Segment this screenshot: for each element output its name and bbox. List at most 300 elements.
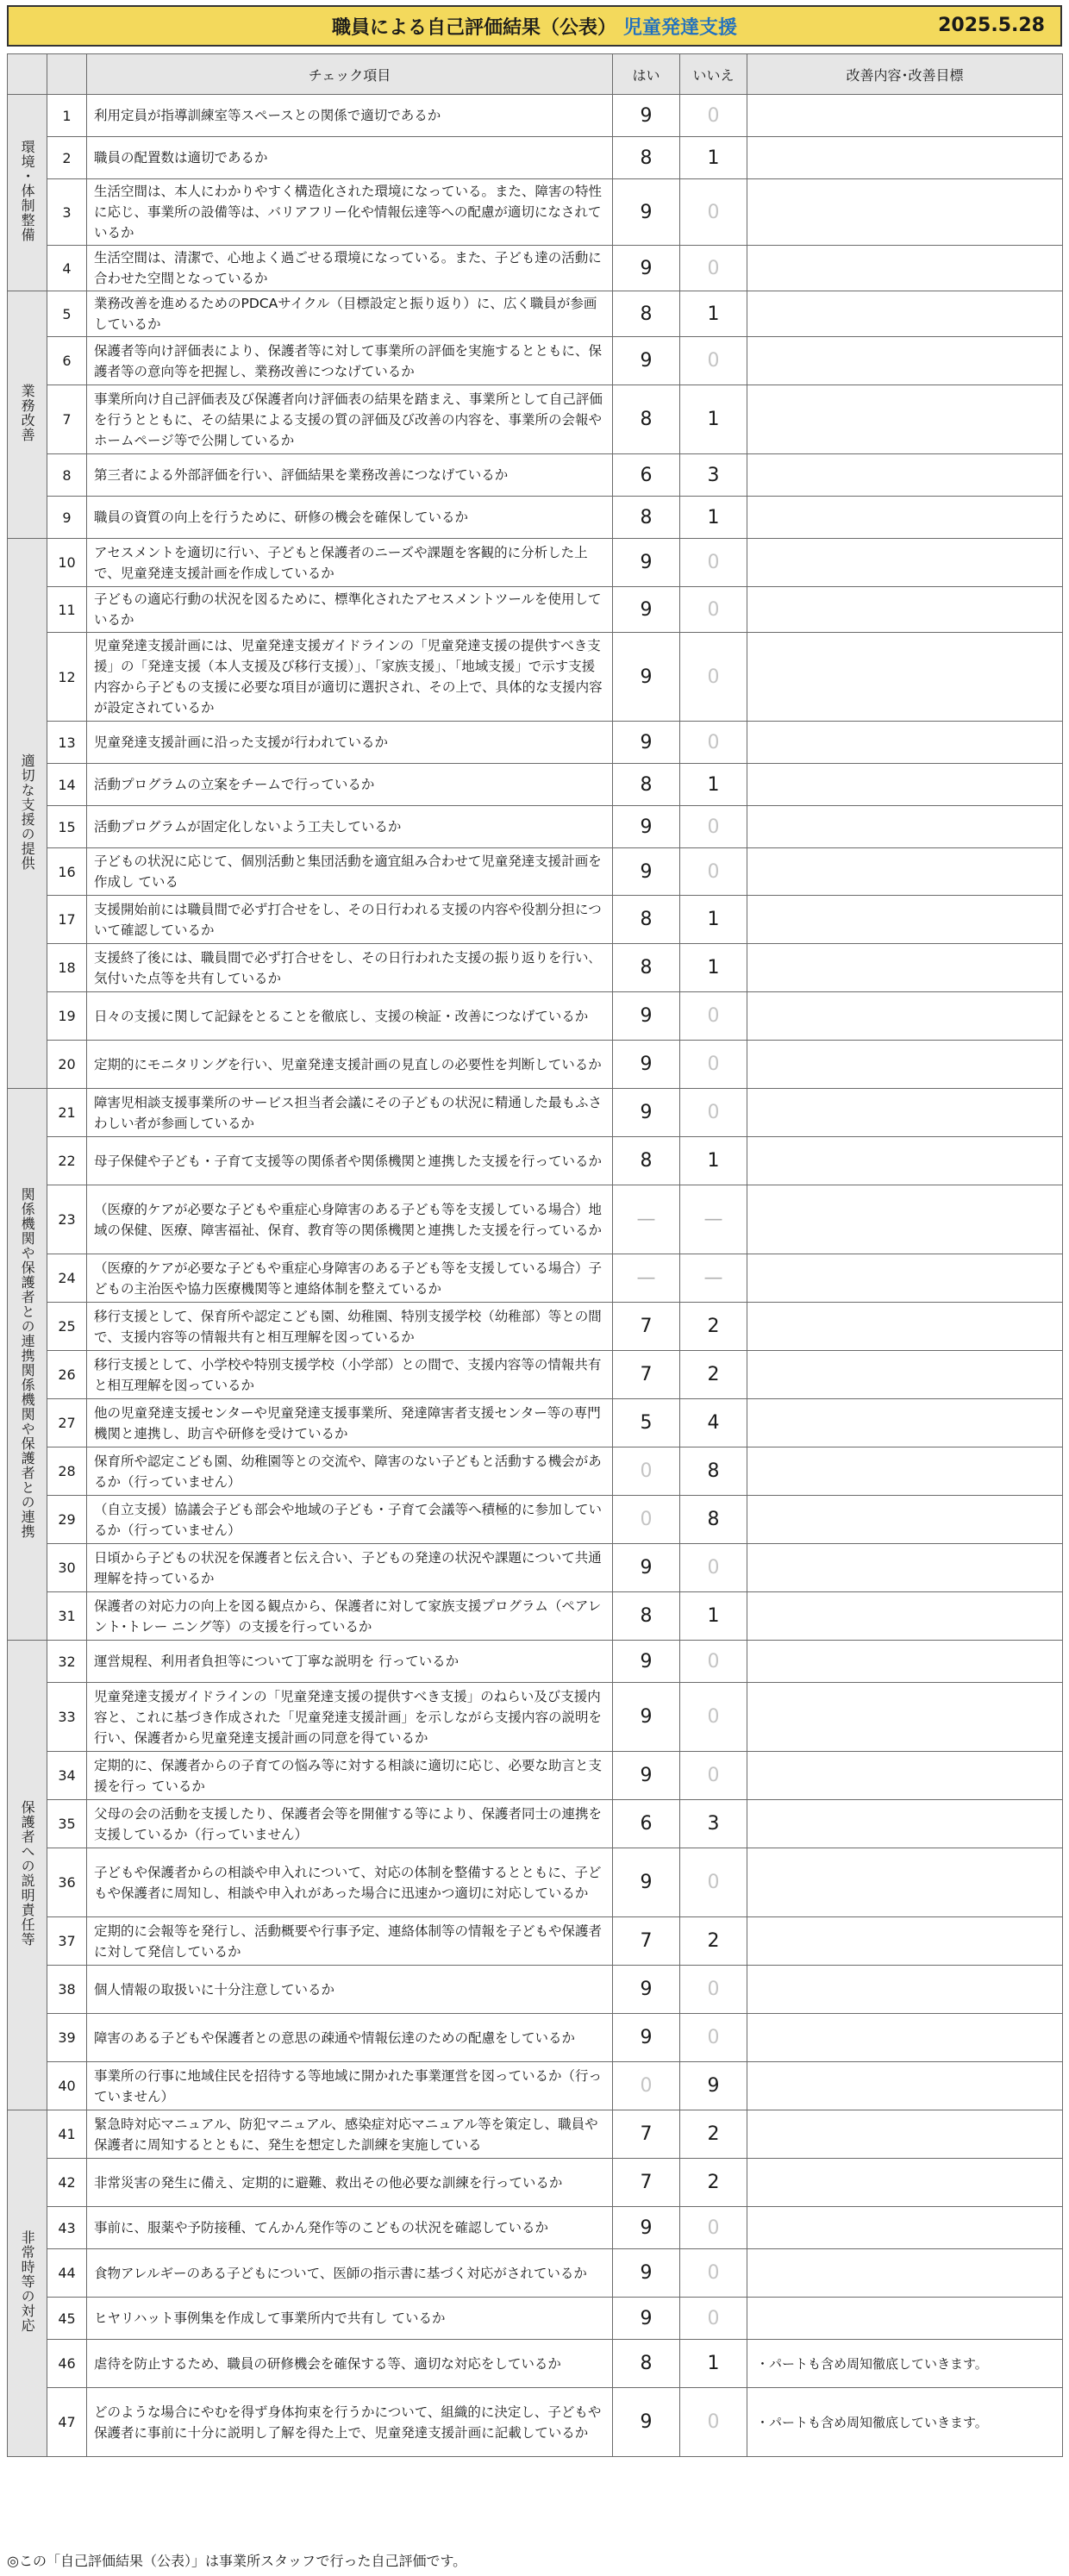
no-count: 0 <box>680 1966 747 2014</box>
yes-count: 9 <box>613 337 680 385</box>
item-number: 45 <box>47 2298 87 2340</box>
item-number: 16 <box>47 848 87 896</box>
check-item-text: 移行支援として、小学校や特別支援学校（小学部）との間で、支援内容等の情報共有と相互理解を図っているか <box>87 1351 613 1399</box>
check-item-text: 日々の支援に関して記録をとることを徹底し、支援の検証・改善につなげているか <box>87 992 613 1041</box>
check-item-text: 保育所や認定こども園、幼稚園等との交流や、障害のない子どもと活動する機会があるか（行っていません） <box>87 1447 613 1496</box>
yes-count: 5 <box>613 1399 680 1447</box>
remark-cell <box>747 2249 1063 2298</box>
yes-count: 9 <box>613 848 680 896</box>
item-number: 26 <box>47 1351 87 1399</box>
table-row <box>8 1137 1063 1185</box>
no-count: 1 <box>680 2340 747 2388</box>
no-count: 0 <box>680 1544 747 1592</box>
item-number: 29 <box>47 1496 87 1544</box>
no-count: 1 <box>680 291 747 337</box>
remark-cell <box>747 1351 1063 1399</box>
no-count: 0 <box>680 95 747 137</box>
yes-count: 7 <box>613 1351 680 1399</box>
item-number: 41 <box>47 2110 87 2159</box>
table-row <box>8 1800 1063 1848</box>
table-row <box>8 1185 1063 1254</box>
yes-count: 9 <box>613 2298 680 2340</box>
yes-count: 8 <box>613 2340 680 2388</box>
table-row <box>8 1917 1063 1966</box>
category-label: 業務改善 <box>19 384 36 442</box>
yes-count: 9 <box>613 722 680 764</box>
remark-cell <box>747 764 1063 806</box>
publish-date: 2025.5.28 <box>938 15 1045 36</box>
category-label: 関係機関や保護者との連携関係機関や保護者との連携 <box>19 1186 36 1539</box>
remark-cell <box>747 1447 1063 1496</box>
remark-cell <box>747 95 1063 137</box>
table-row <box>8 1496 1063 1544</box>
yes-count: 0 <box>613 2062 680 2110</box>
check-item-text: （自立支援）協議会子ども部会や地域の子ども・子育て会議等へ積極的に参加しているか（行っていません） <box>87 1496 613 1544</box>
table-row <box>8 1848 1063 1917</box>
remark-cell <box>747 848 1063 896</box>
table-row <box>8 2298 1063 2340</box>
check-item-text: 職員の資質の向上を行うために、研修の機会を確保しているか <box>87 497 613 539</box>
item-number: 9 <box>47 497 87 539</box>
no-count: 2 <box>680 2159 747 2207</box>
remark-cell <box>747 337 1063 385</box>
header-number <box>47 54 87 95</box>
item-number: 18 <box>47 944 87 992</box>
table-row <box>8 137 1063 179</box>
check-item-text: 事業所の行事に地域住民を招待する等地域に開かれた事業運営を図っているか（行っていません） <box>87 2062 613 2110</box>
check-item-text: 第三者による外部評価を行い、評価結果を業務改善につなげているか <box>87 454 613 497</box>
item-number: 38 <box>47 1966 87 2014</box>
no-count: 0 <box>680 1641 747 1683</box>
no-count: 1 <box>680 497 747 539</box>
yes-count: 9 <box>613 2388 680 2457</box>
yes-count: 9 <box>613 633 680 722</box>
remark-cell <box>747 806 1063 848</box>
remark-cell <box>747 1800 1063 1848</box>
check-item-text: 職員の配置数は適切であるか <box>87 137 613 179</box>
yes-count: 9 <box>613 1683 680 1752</box>
category-cell <box>8 95 47 291</box>
table-row <box>8 1544 1063 1592</box>
check-item-text: 緊急時対応マニュアル、防犯マニュアル、感染症対応マニュアル等を策定し、職員や保護者に周知するとともに、発生を想定した訓練を実施している <box>87 2110 613 2159</box>
yes-count: 8 <box>613 944 680 992</box>
table-body <box>8 95 1063 2457</box>
table-row <box>8 2207 1063 2249</box>
remark-cell <box>747 722 1063 764</box>
item-number: 42 <box>47 2159 87 2207</box>
page-title: 職員による自己評価結果（公表） <box>331 16 616 39</box>
check-item-text: 生活空間は、本人にわかりやすく構造化された環境になっている。また、障害の特性に応じ、事業所の設備等は、バリアフリー化や情報伝達等への配慮が適切になされているか <box>87 179 613 246</box>
remark-cell <box>747 137 1063 179</box>
table-row <box>8 633 1063 722</box>
item-number: 43 <box>47 2207 87 2249</box>
table-row <box>8 1351 1063 1399</box>
no-count: 0 <box>680 2207 747 2249</box>
check-item-text: 障害児相談支援事業所のサービス担当者会議にその子どもの状況に精通した最もふさわしい者が参画しているか <box>87 1089 613 1137</box>
no-count: 0 <box>680 848 747 896</box>
yes-count: 9 <box>613 539 680 587</box>
table-row <box>8 1254 1063 1303</box>
header-no: いいえ <box>680 54 747 95</box>
remark-cell <box>747 2014 1063 2062</box>
table-row <box>8 1592 1063 1641</box>
table-row <box>8 896 1063 944</box>
footnote: ◎この「自己評価結果（公表）」は事業所スタッフで行った自己評価です。 <box>7 2553 467 2569</box>
table-row <box>8 1399 1063 1447</box>
no-count: 1 <box>680 764 747 806</box>
table-row <box>8 848 1063 896</box>
item-number: 37 <box>47 1917 87 1966</box>
yes-count: 6 <box>613 1800 680 1848</box>
yes-count: 8 <box>613 385 680 454</box>
check-item-text: 保護者等向け評価表により、保護者等に対して事業所の評価を実施するとともに、保護者等の意向等を把握し、業務改善につなげているか <box>87 337 613 385</box>
remark-cell <box>747 539 1063 587</box>
no-count: 3 <box>680 454 747 497</box>
remark-cell <box>747 2207 1063 2249</box>
remark-cell <box>747 2298 1063 2340</box>
table-row <box>8 764 1063 806</box>
no-count: 2 <box>680 1303 747 1351</box>
item-number: 20 <box>47 1041 87 1089</box>
no-count: 0 <box>680 2298 747 2340</box>
table-row <box>8 337 1063 385</box>
remark-cell <box>747 179 1063 246</box>
item-number: 21 <box>47 1089 87 1137</box>
yes-count: — <box>613 1254 680 1303</box>
remark-cell <box>747 1185 1063 1254</box>
table-row <box>8 385 1063 454</box>
remark-cell <box>747 992 1063 1041</box>
remark-cell <box>747 1303 1063 1351</box>
remark-cell <box>747 454 1063 497</box>
check-item-text: 活動プログラムが固定化しないよう工夫しているか <box>87 806 613 848</box>
yes-count: 7 <box>613 2110 680 2159</box>
table-row <box>8 497 1063 539</box>
remark-cell <box>747 2062 1063 2110</box>
item-number: 3 <box>47 179 87 246</box>
check-item-text: どのような場合にやむを得ず身体拘束を行うかについて、組織的に決定し、子どもや保護者に事前に十分に説明し了解を得た上で、児童発達支援計画に記載しているか <box>87 2388 613 2457</box>
check-item-text: 日頃から子どもの状況を保護者と伝え合い、子どもの発達の状況や課題について共通理解を持っているか <box>87 1544 613 1592</box>
no-count: 0 <box>680 1683 747 1752</box>
check-item-text: 支援終了後には、職員間で必ず打合せをし、その日行われた支援の振り返りを行い､気付いた点等を共有しているか <box>87 944 613 992</box>
item-number: 36 <box>47 1848 87 1917</box>
yes-count: 9 <box>613 2249 680 2298</box>
yes-count: 9 <box>613 992 680 1041</box>
yes-count: 9 <box>613 806 680 848</box>
yes-count: 9 <box>613 1544 680 1592</box>
item-number: 5 <box>47 291 87 337</box>
yes-count: 9 <box>613 2014 680 2062</box>
no-count: — <box>680 1185 747 1254</box>
no-count: 3 <box>680 1800 747 1848</box>
item-number: 33 <box>47 1683 87 1752</box>
table-row <box>8 722 1063 764</box>
check-item-text: 母子保健や子ども・子育て支援等の関係者や関係機関と連携した支援を行っているか <box>87 1137 613 1185</box>
table-row <box>8 587 1063 633</box>
item-number: 6 <box>47 337 87 385</box>
category-cell <box>8 291 47 539</box>
header-category <box>8 54 47 95</box>
remark-cell <box>747 1399 1063 1447</box>
yes-count: 9 <box>613 1089 680 1137</box>
table-row <box>8 1966 1063 2014</box>
check-item-text: 他の児童発達支援センターや児童発達支援事業所、発達障害者支援センター等の専門機関と連携し、助言や研修を受けているか <box>87 1399 613 1447</box>
no-count: 0 <box>680 1752 747 1800</box>
check-item-text: 虐待を防止するため、職員の研修機会を確保する等、適切な対応をしているか <box>87 2340 613 2388</box>
yes-count: 9 <box>613 1848 680 1917</box>
item-number: 13 <box>47 722 87 764</box>
check-item-text: 支援開始前には職員間で必ず打合せをし、その日行われる支援の内容や役割分担について確認しているか <box>87 896 613 944</box>
yes-count: 9 <box>613 1966 680 2014</box>
no-count: 1 <box>680 1137 747 1185</box>
no-count: 0 <box>680 992 747 1041</box>
item-number: 19 <box>47 992 87 1041</box>
item-number: 31 <box>47 1592 87 1641</box>
check-item-text: 障害のある子どもや保護者との意思の疎通や情報伝達のための配慮をしているか <box>87 2014 613 2062</box>
check-item-text: 保護者の対応力の向上を図る観点から、保護者に対して家族支援プログラム（ペアレント･トレー ニング等）の支援を行っているか <box>87 1592 613 1641</box>
no-count: 9 <box>680 2062 747 2110</box>
item-number: 40 <box>47 2062 87 2110</box>
remark-cell: ・パートも含め周知徹底していきます。 <box>747 2340 1063 2388</box>
no-count: 4 <box>680 1399 747 1447</box>
yes-count: 8 <box>613 1592 680 1641</box>
no-count: 2 <box>680 1917 747 1966</box>
remark-cell <box>747 944 1063 992</box>
header <box>0 0 1069 52</box>
remark-cell: ・パートも含め周知徹底していきます。 <box>747 2388 1063 2457</box>
check-item-text: 定期的にモニタリングを行い、児童発達支援計画の見直しの必要性を判断しているか <box>87 1041 613 1089</box>
category-label: 適切な支援の提供 <box>19 753 36 871</box>
check-item-text: （医療的ケアが必要な子どもや重症心身障害のある子ども等を支援している場合）地域の保健、医療、障害福祉、保育、教育等の関係機関と連携した支援を行っているか <box>87 1185 613 1254</box>
category-label: 非常時等の対応 <box>19 2230 36 2333</box>
category-cell <box>8 539 47 1089</box>
check-item-text: アセスメントを適切に行い、子どもと保護者のニーズや課題を客観的に分析した上で、児童発達支援計画を作成しているか <box>87 539 613 587</box>
item-number: 1 <box>47 95 87 137</box>
yes-count: 9 <box>613 2207 680 2249</box>
item-number: 47 <box>47 2388 87 2457</box>
item-number: 12 <box>47 633 87 722</box>
no-count: 0 <box>680 2014 747 2062</box>
item-number: 27 <box>47 1399 87 1447</box>
remark-cell <box>747 497 1063 539</box>
check-item-text: 父母の会の活動を支援したり、保護者会等を開催する等により、保護者同士の連携を支援しているか（行っていません） <box>87 1800 613 1848</box>
category-cell <box>8 1089 47 1641</box>
check-item-text: 個人情報の取扱いに十分注意しているか <box>87 1966 613 2014</box>
remark-cell <box>747 1254 1063 1303</box>
no-count: 2 <box>680 1351 747 1399</box>
header-yes: はい <box>613 54 680 95</box>
no-count: 0 <box>680 2249 747 2298</box>
no-count: 0 <box>680 1041 747 1089</box>
table-row <box>8 1752 1063 1800</box>
remark-cell <box>747 291 1063 337</box>
remark-cell <box>747 633 1063 722</box>
check-item-text: 運営規程、利用者負担等について丁寧な説明を 行っているか <box>87 1641 613 1683</box>
no-count: 8 <box>680 1447 747 1496</box>
item-number: 46 <box>47 2340 87 2388</box>
no-count: 0 <box>680 1848 747 1917</box>
remark-cell <box>747 2159 1063 2207</box>
yes-count: 8 <box>613 137 680 179</box>
no-count: 0 <box>680 806 747 848</box>
check-item-text: 子どもや保護者からの相談や申入れについて、対応の体制を整備するとともに、子どもや保護者に周知し、相談や申入れがあった場合に迅速かつ適切に対応しているか <box>87 1848 613 1917</box>
yes-count: 8 <box>613 497 680 539</box>
yes-count: 9 <box>613 1041 680 1089</box>
yes-count: 8 <box>613 764 680 806</box>
check-item-text: 活動プログラムの立案をチームで行っているか <box>87 764 613 806</box>
yes-count: — <box>613 1185 680 1254</box>
check-item-text: 食物アレルギーのある子どもについて、医師の指示書に基づく対応がされているか <box>87 2249 613 2298</box>
remark-cell <box>747 1089 1063 1137</box>
item-number: 17 <box>47 896 87 944</box>
table-row <box>8 179 1063 246</box>
table-row <box>8 1041 1063 1089</box>
item-number: 11 <box>47 587 87 633</box>
yes-count: 0 <box>613 1447 680 1496</box>
table-row <box>8 1641 1063 1683</box>
remark-cell <box>747 385 1063 454</box>
check-item-text: 移行支援として、保育所や認定こども園、幼稚園、特別支援学校（幼稚部）等との間で、支援内容等の情報共有と相互理解を図っているか <box>87 1303 613 1351</box>
no-count: 2 <box>680 2110 747 2159</box>
no-count: 0 <box>680 179 747 246</box>
header-remark: 改善内容･改善目標 <box>747 54 1063 95</box>
remark-cell <box>747 1683 1063 1752</box>
table-row <box>8 291 1063 337</box>
table-row <box>8 2014 1063 2062</box>
remark-cell <box>747 1917 1063 1966</box>
item-number: 24 <box>47 1254 87 1303</box>
yes-count: 9 <box>613 246 680 291</box>
no-count: — <box>680 1254 747 1303</box>
table-row <box>8 1683 1063 1752</box>
yes-count: 0 <box>613 1496 680 1544</box>
check-item-text: 児童発達支援ガイドラインの「児童発達支援の提供すべき支援」のねらい及び支援内容と、これに基づき作成された「児童発達支援計画」を示しながら支援内容の説明を行い、保護者から児童発達支援計画の同意を得ているか <box>87 1683 613 1752</box>
item-number: 32 <box>47 1641 87 1683</box>
no-count: 0 <box>680 587 747 633</box>
table-row <box>8 806 1063 848</box>
yes-count: 8 <box>613 291 680 337</box>
check-item-text: 子どもの状況に応じて、個別活動と集団活動を適宜組み合わせて児童発達支援計画を作成し ている <box>87 848 613 896</box>
yes-count: 7 <box>613 1303 680 1351</box>
check-item-text: 利用定員が指導訓練室等スペースとの関係で適切であるか <box>87 95 613 137</box>
table-row <box>8 95 1063 137</box>
yes-count: 7 <box>613 1917 680 1966</box>
check-item-text: 事前に、服薬や予防接種、てんかん発作等のこどもの状況を確認しているか <box>87 2207 613 2249</box>
check-item-text: 児童発達支援計画には、児童発達支援ガイドラインの「児童発達支援の提供すべき支援」の「発達支援（本人支援及び移行支援）」、「家族支援」、「地域支援」で示す支援内容から子どもの支援に必要な項目が適切に選択され、その上で、具体的な支援内容が設定されているか <box>87 633 613 722</box>
no-count: 1 <box>680 137 747 179</box>
item-number: 25 <box>47 1303 87 1351</box>
item-number: 23 <box>47 1185 87 1254</box>
category-cell <box>8 2110 47 2457</box>
remark-cell <box>747 1592 1063 1641</box>
yes-count: 9 <box>613 179 680 246</box>
check-item-text: 非常災害の発生に備え、定期的に避難、救出その他必要な訓練を行っているか <box>87 2159 613 2207</box>
yes-count: 6 <box>613 454 680 497</box>
category-label: 保護者への説明責任等 <box>19 1800 36 1947</box>
remark-cell <box>747 896 1063 944</box>
item-number: 39 <box>47 2014 87 2062</box>
item-number: 15 <box>47 806 87 848</box>
remark-cell <box>747 1966 1063 2014</box>
item-number: 10 <box>47 539 87 587</box>
remark-cell <box>747 1752 1063 1800</box>
item-number: 14 <box>47 764 87 806</box>
item-number: 44 <box>47 2249 87 2298</box>
check-item-text: ヒヤリハット事例集を作成して事業所内で共有し ているか <box>87 2298 613 2340</box>
no-count: 1 <box>680 896 747 944</box>
table-row <box>8 539 1063 587</box>
table-row <box>8 454 1063 497</box>
table-row <box>8 2340 1063 2388</box>
no-count: 0 <box>680 539 747 587</box>
check-item-text: 生活空間は、清潔で、心地よく過ごせる環境になっている。また、子ども達の活動に合わせた空間となっているか <box>87 246 613 291</box>
page-subtitle: 児童発達支援 <box>623 16 738 39</box>
no-count: 0 <box>680 1089 747 1137</box>
no-count: 0 <box>680 722 747 764</box>
check-item-text: 定期的に会報等を発行し、活動概要や行事予定、連絡体制等の情報を子どもや保護者に対して発信しているか <box>87 1917 613 1966</box>
item-number: 35 <box>47 1800 87 1848</box>
table-row <box>8 2110 1063 2159</box>
check-item-text: 児童発達支援計画に沿った支援が行われているか <box>87 722 613 764</box>
check-item-text: 業務改善を進めるためのPDCAサイクル（目標設定と振り返り）に、広く職員が参画しているか <box>87 291 613 337</box>
item-number: 4 <box>47 246 87 291</box>
no-count: 0 <box>680 633 747 722</box>
remark-cell <box>747 587 1063 633</box>
remark-cell <box>747 1041 1063 1089</box>
table-row <box>8 992 1063 1041</box>
yes-count: 9 <box>613 587 680 633</box>
check-item-text: （医療的ケアが必要な子どもや重症心身障害のある子ども等を支援している場合）子どもの主治医や協力医療機関等と連絡体制を整えているか <box>87 1254 613 1303</box>
check-item-text: 子どもの適応行動の状況を図るために、標準化されたアセスメントツールを使用しているか <box>87 587 613 633</box>
no-count: 1 <box>680 944 747 992</box>
yes-count: 7 <box>613 2159 680 2207</box>
table-row <box>8 2062 1063 2110</box>
table-row <box>8 1303 1063 1351</box>
table-row <box>8 1447 1063 1496</box>
table-row <box>8 246 1063 291</box>
remark-cell <box>747 1848 1063 1917</box>
item-number: 30 <box>47 1544 87 1592</box>
yes-count: 9 <box>613 1752 680 1800</box>
item-number: 22 <box>47 1137 87 1185</box>
table-header-row <box>8 54 1063 95</box>
remark-cell <box>747 1641 1063 1683</box>
table-row <box>8 2159 1063 2207</box>
category-cell <box>8 1641 47 2110</box>
check-item-text: 事業所向け自己評価表及び保護者向け評価表の結果を踏まえ、事業所として自己評価を行うとともに、その結果による支援の質の評価及び改善の内容を、事業所の会報やホームページ等で公開しているか <box>87 385 613 454</box>
yes-count: 8 <box>613 896 680 944</box>
remark-cell <box>747 1544 1063 1592</box>
yes-count: 8 <box>613 1137 680 1185</box>
remark-cell <box>747 1137 1063 1185</box>
no-count: 0 <box>680 246 747 291</box>
item-number: 8 <box>47 454 87 497</box>
item-number: 28 <box>47 1447 87 1496</box>
no-count: 8 <box>680 1496 747 1544</box>
title-banner <box>7 5 1062 47</box>
yes-count: 9 <box>613 95 680 137</box>
header-item: チェック項目 <box>87 54 613 95</box>
no-count: 0 <box>680 2388 747 2457</box>
table-row <box>8 2388 1063 2457</box>
remark-cell <box>747 246 1063 291</box>
check-item-text: 定期的に、保護者からの子育ての悩み等に対する相談に適切に応じ、必要な助言と支援を行っ ているか <box>87 1752 613 1800</box>
no-count: 1 <box>680 385 747 454</box>
remark-cell <box>747 1496 1063 1544</box>
yes-count: 9 <box>613 1641 680 1683</box>
category-label: 環境・体制整備 <box>19 140 36 242</box>
table-row <box>8 1089 1063 1137</box>
